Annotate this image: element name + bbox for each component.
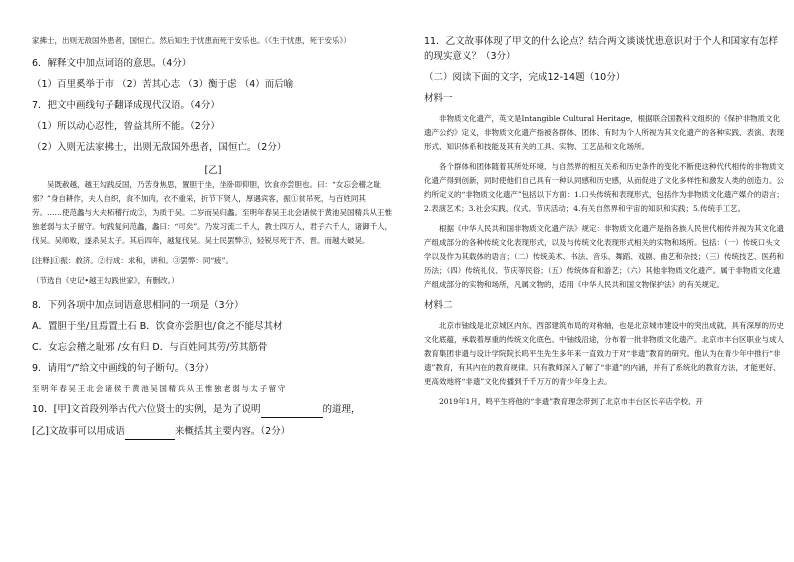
passage-yi-notes: [注释]①振：救济。②行成：求和，讲和。③罢弊：同“疲”。 [32,256,234,265]
question-7-part-1: （1）所以动心忍性，曾益其所不能。（2分） [32,121,220,132]
question-8: 8．下列各项中加点词语意思相同的一项是（3分） [32,300,244,311]
section-2-heading: （二）阅读下面的文字，完成12-14题（10分） [424,72,626,83]
question-9-sentence: 至明年春吴王北会诸侯于黄池吴国精兵从王惟独老弱与太子留守 [32,384,287,393]
question-10-b-text: [乙]文故事可以用成语 [32,426,125,437]
question-8-options-cd: C．女忘会稽之耻邪 /女有归 D．与百姓同其劳/劳其筋骨 [32,342,268,353]
left-column [32,34,394,440]
question-10-part-b [32,424,394,440]
question-10-part-a [32,402,394,418]
question-6-items: （1）百里奚举于市 （2）苦其心志 （3）衡于虑 （4）而后喻 [32,79,294,90]
right-column [424,34,786,409]
material-1-para-3: 根据《中华人民共和国非物质文化遗产法》规定：非物质文化遗产是指各族人民世代相传并视为其文化遗产组成部分的各种传统文化表现形式，以及与传统文化表现形式相关的实物和场所。包括：（一）传统口头文学以及作为其载体的语言；（二）传统美术、书法、音乐、舞蹈、戏剧、曲艺和杂技；（三）传统技艺、医药和历法；（四）传统礼仪、节庆等民俗；（五）传统体育和游艺；（六）其他非物质文化遗产。属于非物质文化遗产组成部分的实物和场所，凡属文物的，适用《中华人民共和国文物保护法》的有关规定。 [424,224,784,289]
question-9: 9．请用“/”给文中画线的句子断句。（3分） [32,363,214,374]
question-10-b-end: 来概括其主要内容。（2分） [174,426,291,437]
material-2-para-1: 北京市铀线是北京城区内东、西部建筑布局的对称轴，也是北京城市建设中的突出成就，具有深厚的历史文化底蕴，承载着厚重的传统文化底色。中铀线沿途，分布着一批非物质文化遗产。北京市丰台区职业与成人教育集团非遗与设计学院院长呜平生先生多年来一直致力于对“非遗”教育的研究。他认为在青少年中推行“非遗”教育，有其内在的教育规律。只有教师深入了解了“非遗”的内涵，并有了系统化的教育方法，才能更好、更高效地将“非遗”文化传播到千千万万的青少年身上去。 [424,321,784,386]
material-1-para-1: 非物质文化遗产，英文是Intangible Cultural Heritage，根据联合国教科文组织的《保护非物质文化遗产公约》定义，非物质文化遗产指被各群体、团体、有时为个人所视为其文化遗产的各种实践、表演、表现形式、知识体系和技能及其有关的工具、实物、工艺品和文化场所。 [424,114,784,151]
question-10-a-text: 10．[甲]文首段列举古代六位贤士的实例，是为了说明 [32,404,261,415]
passage-jia-ending: 家拂士，出则无敌国外患者，国恒亡。然后知生于忧患而死于安乐也。（《生于忧患，死于安乐》） [32,36,351,45]
material-1-para-2: 各个群体和团体随着其所处环境、与自然界的相互关系和历史条件的变化不断使这种代代相传的非物质文化遗产得到创新，同时使他们自己具有一种认同感和历史感，从而促进了文化多样性和激发人类的创造力。公约所定义的“非物质文化遗产”包括以下方面：1.口头传统和表现形式，包括作为非物质文化遗产媒介的语言；2.表演艺术；3.社会实践、仪式、节庆活动；4.有关自然界和宇宙的知识和实践；5.传统手工艺。 [424,162,784,213]
material-2-title: 材料二 [424,300,453,311]
question-10-a-end: 的道理， [322,404,361,415]
question-8-options-ab: A．置胆于坐/且焉置土石 B．饮食亦尝胆也/食之不能尽其材 [32,321,283,332]
material-2-para-2: 2019年1月，鸣平生将他的“非遗”教育理念带到了北京市丰台区长辛店学校、开 [439,397,704,406]
answer-blank-1[interactable] [261,402,323,418]
material-1-title: 材料一 [424,93,453,104]
passage-yi-text: 吴既赦越，越王勾践反国，乃苦身焦思，置胆于坐，坐卧即仰胆，饮食亦尝胆也。曰：“女忘会稽之耻邪？”身自耕作，夫人自织，食不加肉，衣不重采，折节下贤人，厚遇宾客，振①贫吊死，与百姓同其劳。……使范蠡与大夫柘稽行成②，为质于吴。二岁而吴归蠡。至明年春吴王北会诸侯于黄池吴国精兵从王惟独老弱与太子留守。句践复问范蠡，蠡曰：“可矣”。乃发习流二千人，教士四万人，君子六千人，诸御千人，伐吴。吴师败，遂杀吴太子。其后四年，越复伐吴。吴士民罢弊③，轻锐尽死于齐、晋。而越大破吴。 [32,180,393,245]
question-11: 11．乙文故事体现了甲文的什么论点？结合两文谈谈忧患意识对于个人和国家有怎样的现实意义？（3分） [424,36,779,62]
question-7: 7．把文中画线句子翻译成现代汉语。（4分） [32,100,220,111]
question-7-part-2: （2）入则无法家拂士，出则无敌国外患者，国恒亡。（2分） [32,142,287,153]
answer-blank-2[interactable] [125,424,175,440]
passage-yi-source: （节选自《史记•越王勾践世家》，有删改。） [32,276,179,285]
passage-yi-title: [乙] [204,165,222,176]
question-6: 6．解释文中加点词语的意思。（4分） [32,58,192,69]
